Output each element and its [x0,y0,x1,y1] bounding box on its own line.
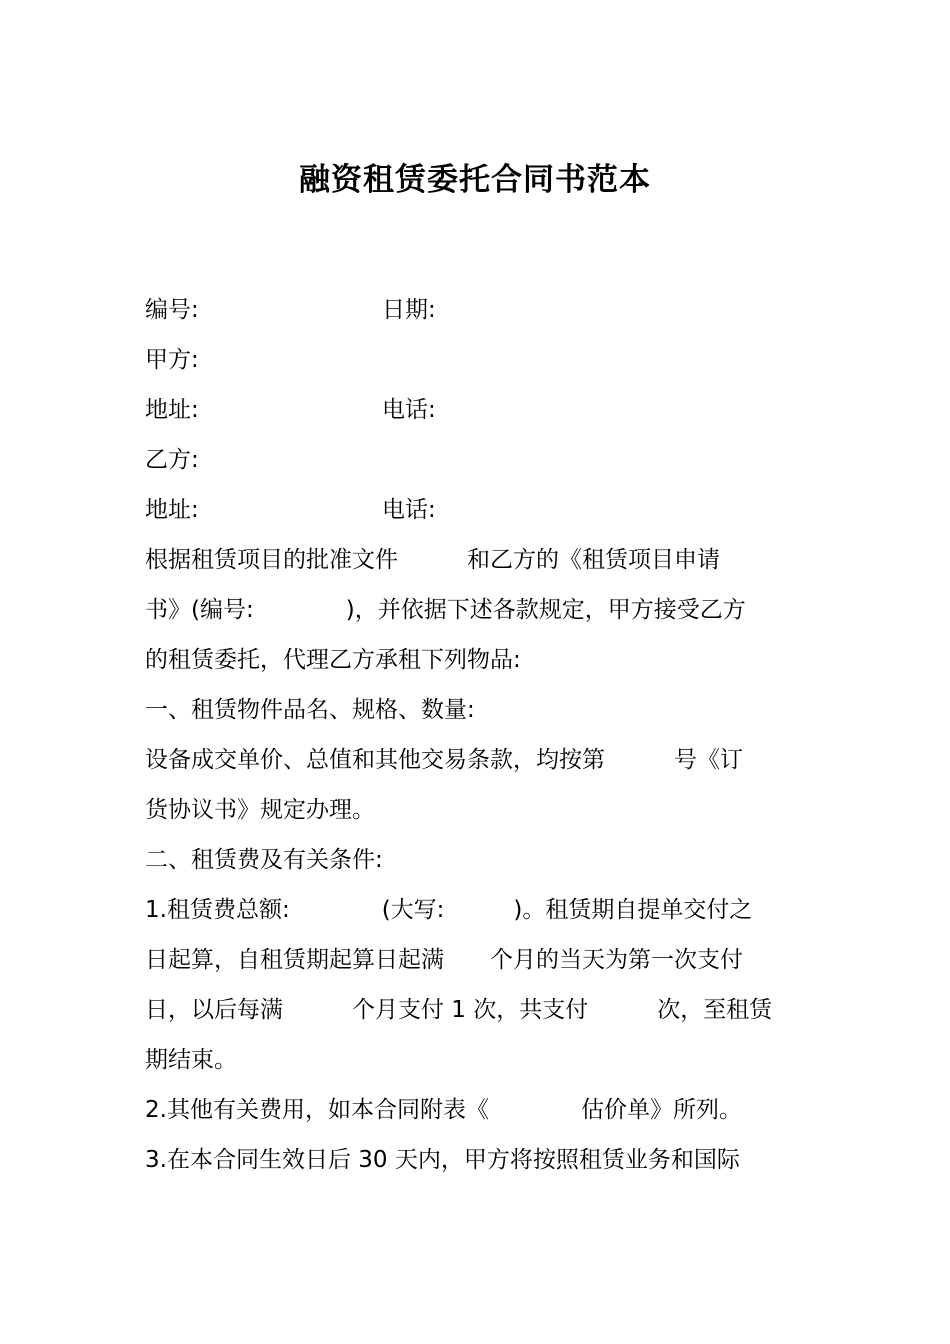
number-label: 编号: [145,297,199,323]
number-date-row [145,285,806,335]
party-b-contact-row [145,485,806,535]
item-1-line: 日起算，自租赁期起算日起满 个月的当天为第一次支付 [145,947,743,973]
section-1-line: 货协议书》规定办理。 [145,797,375,823]
party-b-phone-label: 电话: [382,497,436,523]
section-1-paragraph [145,735,806,835]
intro-paragraph [145,535,806,685]
date-label: 日期: [382,297,436,323]
party-b-address-label: 地址: [145,497,199,523]
document-title: 融资租赁委托合同书范本 [299,162,651,198]
item-3-line: 3.在本合同生效日后 30 天内，甲方将按照租赁业务和国际 [145,1147,740,1173]
item-2-line: 2.其他有关费用，如本合同附表《 估价单》所列。 [145,1097,742,1123]
section-1-line: 设备成交单价、总值和其他交易条款，均按第 号《订 [145,747,743,773]
party-b-label: 乙方: [145,447,199,473]
section-2-heading: 二、租赁费及有关条件: [145,847,383,873]
intro-line: 书》(编号: )，并依据下述各款规定，甲方接受乙方 [145,597,746,623]
item-1-paragraph [145,885,806,1085]
intro-line: 的租赁委托，代理乙方承租下列物品: [145,647,521,673]
party-a-label: 甲方: [145,347,199,373]
party-a-phone-label: 电话: [382,397,436,423]
party-a-contact-row [145,385,806,435]
item-1-line: 1.租赁费总额: (大写: )。租赁期自提单交付之 [145,897,753,923]
intro-line: 根据租赁项目的批准文件 和乙方的《租赁项目申请 [145,547,720,573]
contract-body [145,285,806,1185]
item-1-line: 日，以后每满 个月支付 1 次，共支付 次，至租赁 [145,997,773,1023]
section-1-heading: 一、租赁物件品名、规格、数量: [145,697,475,723]
party-a-address-label: 地址: [145,397,199,423]
item-1-line: 期结束。 [145,1047,237,1073]
